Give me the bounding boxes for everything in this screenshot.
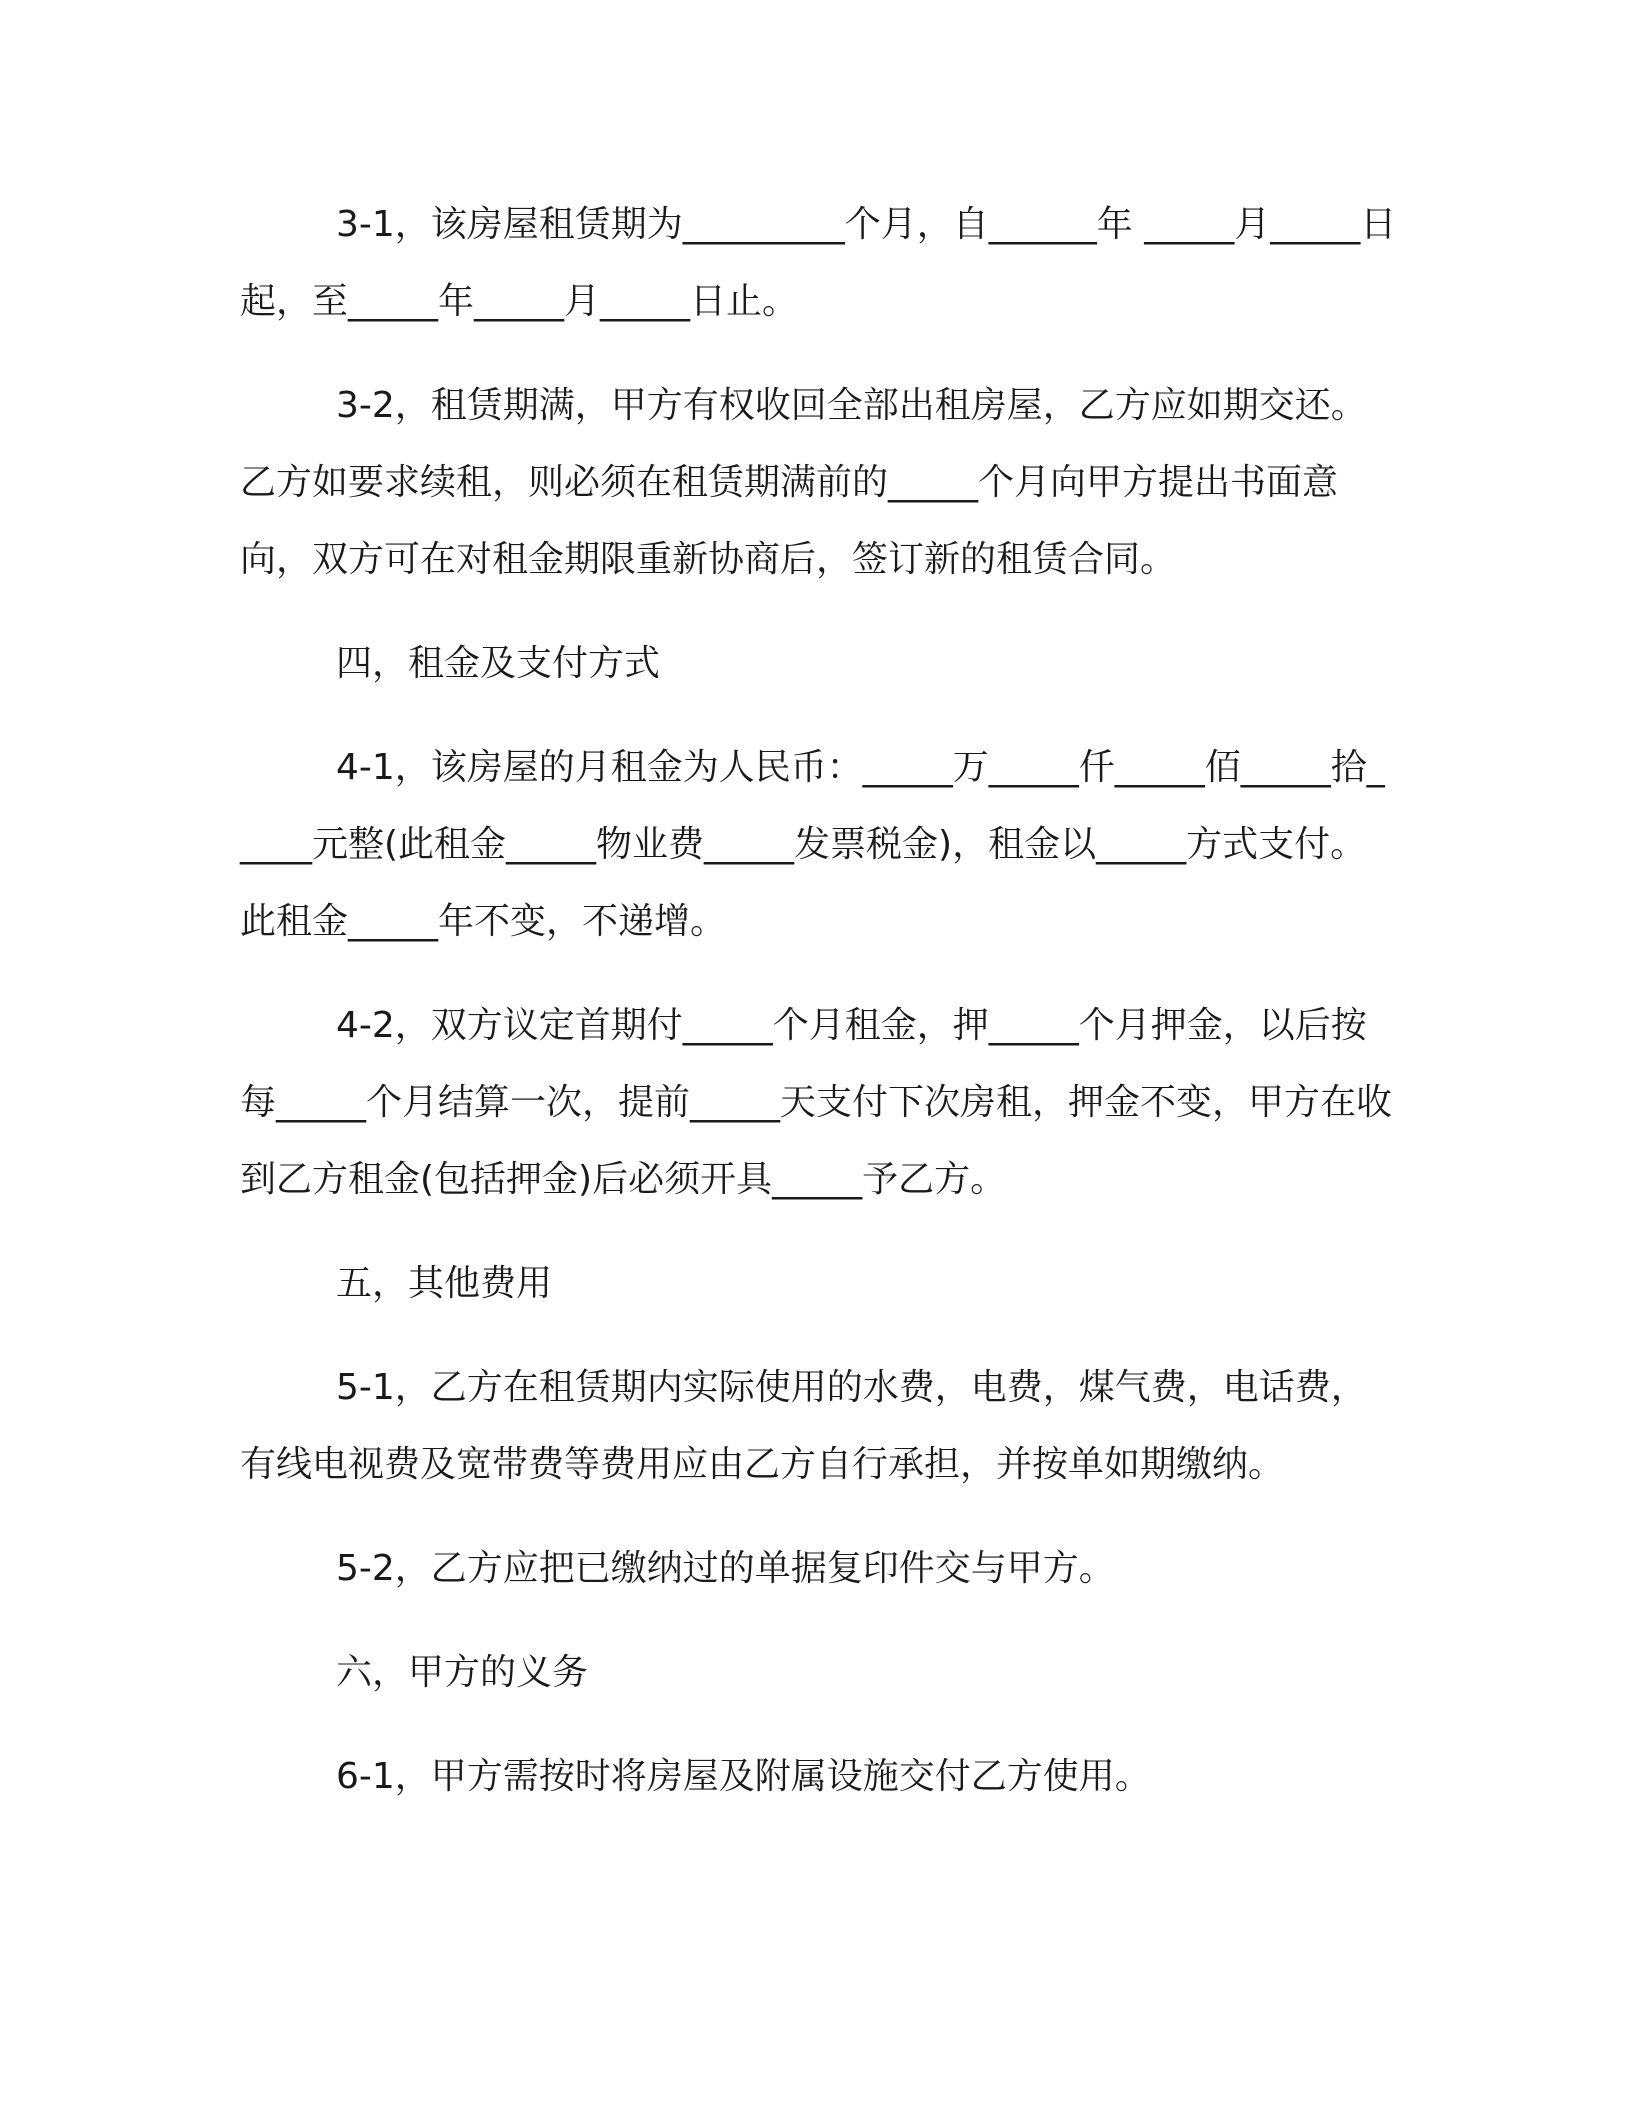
clause-4-1: 4-1，该房屋的月租金为人民币：_____万_____仟_____佰_____拾_____元整(此租金_____物业费_____发票税金)，租金以_____方式支付。此租金_____年不变，不递增。	[240, 747, 1385, 942]
document-body	[240, 186, 1400, 1815]
clause-6-1: 6-1，甲方需按时将房屋及附属设施交付乙方使用。	[336, 1756, 1151, 1797]
clause-3-2: 3-2，租赁期满，甲方有权收回全部出租房屋，乙方应如期交还。乙方如要求续租，则必须在租赁期满前的_____个月向甲方提出书面意向，双方可在对租金期限重新协商后，签订新的租赁合同。	[240, 385, 1367, 580]
clause-5-2: 5-2，乙方应把已缴纳过的单据复印件交与甲方。	[336, 1548, 1115, 1589]
section-heading-rent-payment: 四，租金及支付方式	[336, 643, 661, 684]
clause-3-1: 3-1，该房屋租赁期为_________个月，自______年 _____月_____日起，至_____年_____月_____日止。	[240, 204, 1397, 322]
clause-5-1: 5-1，乙方在租赁期内实际使用的水费，电费，煤气费，电话费，有线电视费及宽带费等费用应由乙方自行承担，并按单如期缴纳。	[240, 1367, 1367, 1485]
section-heading-other-fees: 五，其他费用	[336, 1263, 553, 1304]
section-heading-party-a-obligations: 六，甲方的义务	[336, 1652, 589, 1693]
clause-4-2: 4-2，双方议定首期付_____个月租金，押_____个月押金，以后按每_____个月结算一次，提前_____天支付下次房租，押金不变，甲方在收到乙方租金(包括押金)后必须开具_____予乙方。	[240, 1005, 1393, 1200]
